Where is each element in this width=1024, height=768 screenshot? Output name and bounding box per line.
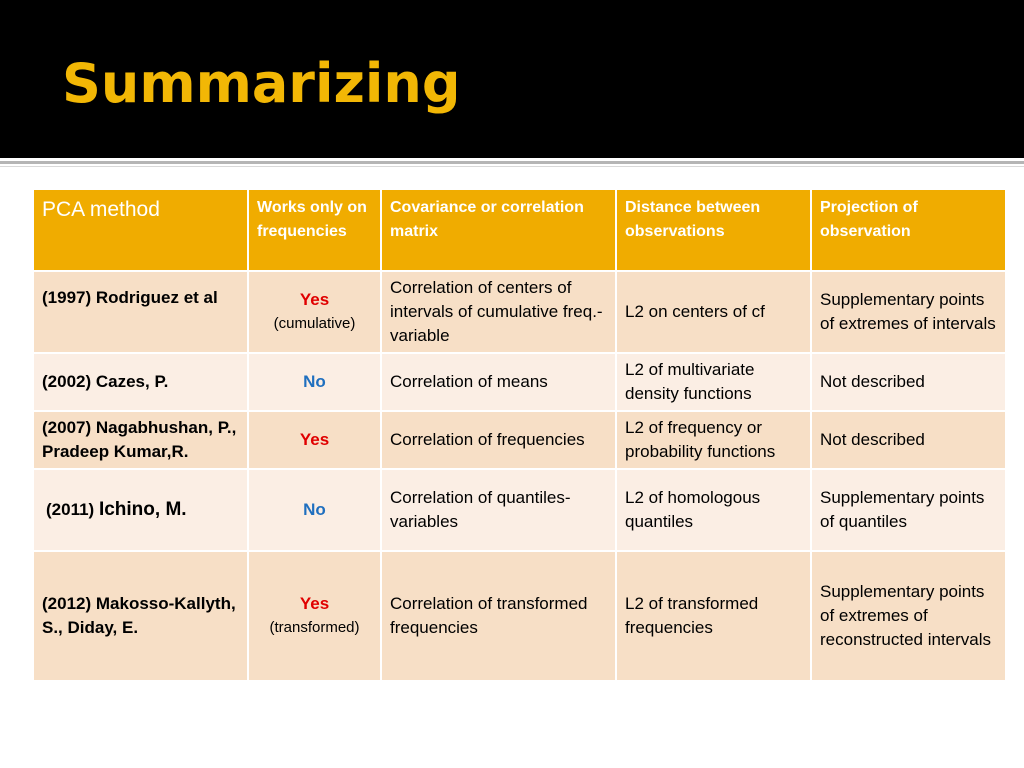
works-cell (248, 469, 381, 551)
works-cell (248, 271, 381, 353)
projection-cell: Not described (811, 353, 1006, 411)
method-author: Ichino, M. (98, 499, 187, 520)
covariance-cell: Correlation of frequencies (381, 411, 616, 469)
projection-cell: Supplementary points of extremes of reconstructed intervals (811, 551, 1006, 681)
works-answer: No (303, 372, 326, 391)
projection-cell: Supplementary points of extremes of intervals (811, 271, 1006, 353)
header-works: Works only on frequencies (248, 189, 381, 271)
works-cell (248, 353, 381, 411)
table-row (33, 551, 1006, 681)
works-answer: Yes (299, 290, 330, 309)
header-row (33, 189, 1006, 271)
method-author: Makosso-Kallyth, S., Diday, E. (42, 594, 236, 637)
table-row (33, 411, 1006, 469)
distance-cell: L2 of frequency or probability functions (616, 411, 811, 469)
method-year: (2007) (42, 418, 92, 437)
method-author: Nagabhushan, P., Pradeep Kumar,R. (42, 418, 237, 461)
header-covariance: Covariance or correlation matrix (381, 189, 616, 271)
method-cell (33, 271, 248, 353)
header-method: PCA method (33, 189, 248, 271)
title-bar (0, 0, 1024, 158)
slide-title: Summarizing (62, 52, 461, 115)
distance-cell: L2 of multivariate density functions (616, 353, 811, 411)
covariance-cell: Correlation of transformed frequencies (381, 551, 616, 681)
divider-line-thin (0, 166, 1024, 167)
works-answer: Yes (299, 430, 330, 449)
header-distance: Distance between observations (616, 189, 811, 271)
works-answer: No (303, 500, 326, 519)
distance-cell: L2 of transformed frequencies (616, 551, 811, 681)
method-year: (2002) (42, 372, 92, 391)
covariance-cell: Correlation of quantiles-variables (381, 469, 616, 551)
method-year: (1997) (42, 288, 92, 307)
method-cell (33, 353, 248, 411)
table-row (33, 353, 1006, 411)
method-author: Rodriguez et al (95, 288, 218, 307)
works-note: (cumulative) (273, 315, 356, 332)
method-author: Cazes, P. (95, 372, 169, 391)
method-year: (2011) (46, 500, 95, 519)
works-cell (248, 551, 381, 681)
distance-cell: L2 on centers of cf (616, 271, 811, 353)
method-cell (33, 469, 248, 551)
table-row (33, 469, 1006, 551)
covariance-cell: Correlation of means (381, 353, 616, 411)
divider-line (0, 161, 1024, 164)
covariance-cell: Correlation of centers of intervals of cumulative freq.- variable (381, 271, 616, 353)
works-answer: Yes (299, 594, 330, 613)
projection-cell: Not described (811, 411, 1006, 469)
method-year: (2012) (42, 594, 92, 613)
works-note: (transformed) (269, 619, 360, 636)
summary-table (32, 188, 1007, 682)
method-cell (33, 551, 248, 681)
distance-cell: L2 of homologous quantiles (616, 469, 811, 551)
table-row (33, 271, 1006, 353)
works-cell (248, 411, 381, 469)
header-projection: Projection of observation (811, 189, 1006, 271)
projection-cell: Supplementary points of quantiles (811, 469, 1006, 551)
method-cell (33, 411, 248, 469)
